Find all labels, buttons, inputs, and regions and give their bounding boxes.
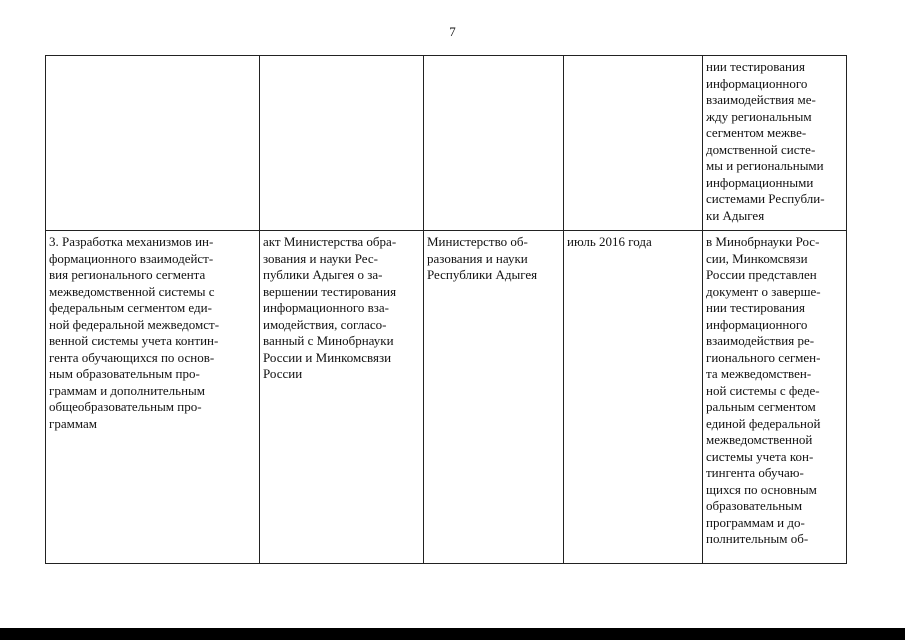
table-cell-activity xyxy=(46,56,260,231)
table-cell-responsible xyxy=(424,56,564,231)
page-number: 7 xyxy=(449,24,456,39)
table-cell-outcome: в Минобрнауки Рос- сии, Минкомсвязи России представлен документ о заверше- нии тестирования информационного взаимодействия ре- гионального сегмен- та межведомствен- ной системы с феде- ральным сегментом единой федеральной межведомственной системы учета кон- тингента обучаю- щихся по основным образовательным программам и до- полнительным об- xyxy=(703,231,847,564)
table-cell-result-doc xyxy=(260,56,424,231)
table-cell-responsible: Министерство об- разования и науки Республики Адыгея xyxy=(424,231,564,564)
table-cell-result-doc: акт Министерства обра- зования и науки Рес- публики Адыгея о за- вершении тестирования информационного вза- имодействия, согласо- ванный с Минобрнауки России и Минкомсвязи России xyxy=(260,231,424,564)
table-cell-deadline: июль 2016 года xyxy=(564,231,703,564)
table-cell-deadline xyxy=(564,56,703,231)
table-row-continuation xyxy=(46,56,847,231)
plan-table xyxy=(45,55,847,564)
table-cell-outcome: нии тестирования информационного взаимодействия ме- жду региональным сегментом межве- домственной систе- мы и региональными информационными системами Республи- ки Адыгея xyxy=(703,56,847,231)
table-row-item-3 xyxy=(46,231,847,564)
scan-edge-bar xyxy=(0,628,905,640)
table-cell-activity: 3. Разработка механизмов ин- формационного взаимодейст- вия регионального сегмента межведомственной системы с федеральным сегментом еди- ной федеральной межведомст- венной системы учета контин- гента обучающихся по основ- ным образовательным про- граммам и дополнительным общеобразовательным про- граммам xyxy=(46,231,260,564)
